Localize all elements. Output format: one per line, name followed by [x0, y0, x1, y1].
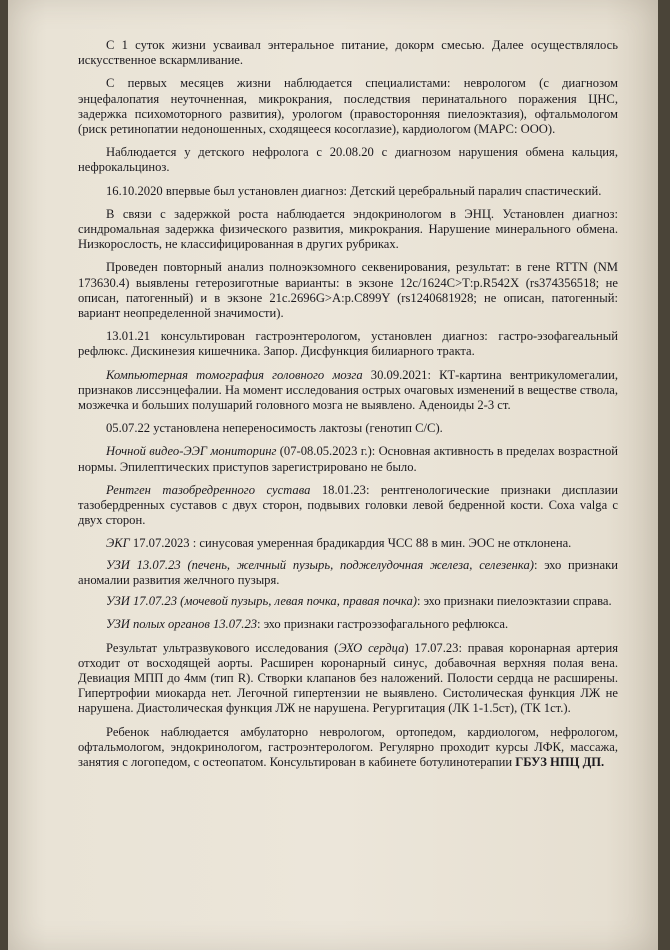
paragraph-us-liver: [78, 558, 618, 588]
paragraph-ct-brain: [78, 368, 618, 414]
document-page: [8, 0, 658, 950]
paragraph-feeding: С 1 суток жизни усваивал энтеральное питание, докорм смесью. Далее осуществлялось искусственное вскармливание.: [78, 38, 618, 68]
eeg-lead: Ночной видео-ЭЭГ мониторинг: [106, 444, 277, 459]
us-liver-text: : эхо признаки аномалии развития желчного пузыря.: [78, 557, 618, 587]
paragraph-us-hollow-organs: [78, 617, 618, 632]
paragraph-followup: [78, 725, 618, 771]
echo-lead: ЭХО сердца: [338, 640, 405, 655]
echo-pre: Результат ультразвукового исследования (: [106, 640, 339, 655]
followup-text: Ребенок наблюдается амбулаторно неврологом, ортопедом, кардиологом, нефрологом, офтальмологом, эндокринологом, гастроэнтерологом. Регулярно проходит курсы ЛФК, массажа, занятия с логопедом, с остеопатом. Консультирован в кабинете ботулинотерапии: [78, 724, 618, 769]
us-kidney-text: : эхо признаки пиелоэктазии справа.: [416, 594, 612, 609]
paragraph-lactose: 05.07.22 установлена непереносимость лактозы (генотип С/С).: [106, 421, 443, 436]
ct-lead: Компьютерная томография головного мозга: [106, 367, 363, 382]
clinic-name: ГБУЗ НПЦ ДП.: [515, 754, 605, 769]
us-liver-lead: УЗИ 13.07.23 (печень, желчный пузырь, поджелудочная железа, селезенка): [106, 557, 534, 572]
paragraph-exome-sequencing: Проведен повторный анализ полноэкзомного секвенирования, результат: в гене RTTN (NM 173630.4) выявлены гетерозиготные варианты: в экзоне 12с/1624С>Т:р.R542Х (rs374356518; не описан, патогенный) и в экзоне 21с.2696G>А:р.С899Y (rs1240681928; не описан, патогенный: вариант неопределенной значимости).: [78, 260, 618, 321]
paragraph-ecg: [78, 536, 618, 551]
xray-lead: Рентген тазобредренного сустава: [106, 482, 311, 497]
paragraph-specialists: С первых месяцев жизни наблюдается специалистами: неврологом (с диагнозом энцефалопатия неуточненная, микрокрания, последствия перинатального поражения ЦНС, задержка психомоторного развития), урологом (правосторонняя пиелоэктазия), офтальмологом (риск ретинопатии недоношенных, сходящееся косоглазие), кардиологом (МАРС: ООО).: [78, 76, 618, 137]
paragraph-echo-heart: [78, 641, 618, 717]
us-kidney-lead: УЗИ 17.07.23 (мочевой пузырь, левая почка, правая почка): [106, 594, 417, 609]
paragraph-eeg: [78, 444, 618, 474]
paragraph-nephrologist: Наблюдается у детского нефролога с 20.08.20 с диагнозом нарушения обмена кальция, нефрокальциноз.: [78, 145, 618, 175]
echo-text: ) 17.07.23: правая коронарная артерия отходит от восходящей аорты. Расширен коронарный синус, добавочная верхняя полая вена. Девиация МПП до 4мм (тип R). Створки клапанов без наложений. Полости сердца не расширены. Гипертрофии миокарда нет. Легочной гипертензии не выявлено. Систолическая функция ЛЖ не нарушена. Диастолическая функция ЛЖ не нарушена. Регургитация (ЛК 1-1.5ст), (ТК 1ст.).: [78, 640, 618, 716]
us-hollow-text: : эхо признаки гастроэзофагального рефлюкса.: [257, 617, 509, 632]
paragraph-xray-hip: [78, 483, 618, 529]
paragraph-us-kidney: [78, 594, 618, 609]
document-body: [78, 38, 618, 778]
paragraph-cp-diagnosis: 16.10.2020 впервые был установлен диагноз: Детский церебральный паралич спастический.: [106, 183, 602, 198]
eeg-text: (07-08.05.2023 г.): Основная активность в пределах возрастной нормы. Эпилептических приступов зарегистрировано не было.: [78, 444, 618, 474]
us-hollow-lead: УЗИ полых органов 13.07.23: [106, 617, 258, 632]
paragraph-endocrinologist: В связи с задержкой роста наблюдается эндокринологом в ЭНЦ. Установлен диагноз: синдромальная задержка физического развития, микрокрания. Нарушение минерального обмена. Низкорослость, не классифицированная в других рубриках.: [78, 206, 618, 252]
paragraph-gastroenterologist: 13.01.21 консультирован гастроэнтерологом, установлен диагноз: гастро-эзофагеальный рефлюкс. Дискинезия кишечника. Запор. Дисфункция билиарного тракта.: [78, 329, 618, 359]
ct-text: 30.09.2021: КТ-картина вентрикуломегалии, признаков лиссэнцефалии. На момент исследования острых очаговых изменений в веществе ствола, мозжечка и больших полушарий головного мозга не выявлено. Аденоиды 2-3 ст.: [78, 367, 618, 413]
ecg-text: 17.07.2023 : синусовая умеренная брадикардия ЧСС 88 в мин. ЭОС не отклонена.: [129, 536, 572, 551]
ecg-lead: ЭКГ: [106, 536, 130, 551]
xray-text: 18.01.23: рентгенологические признаки дисплазии тазобердренных суставов с двух сторон, подвывих головки левой бедренной кости. Соха valga с двух сторон.: [78, 482, 618, 528]
